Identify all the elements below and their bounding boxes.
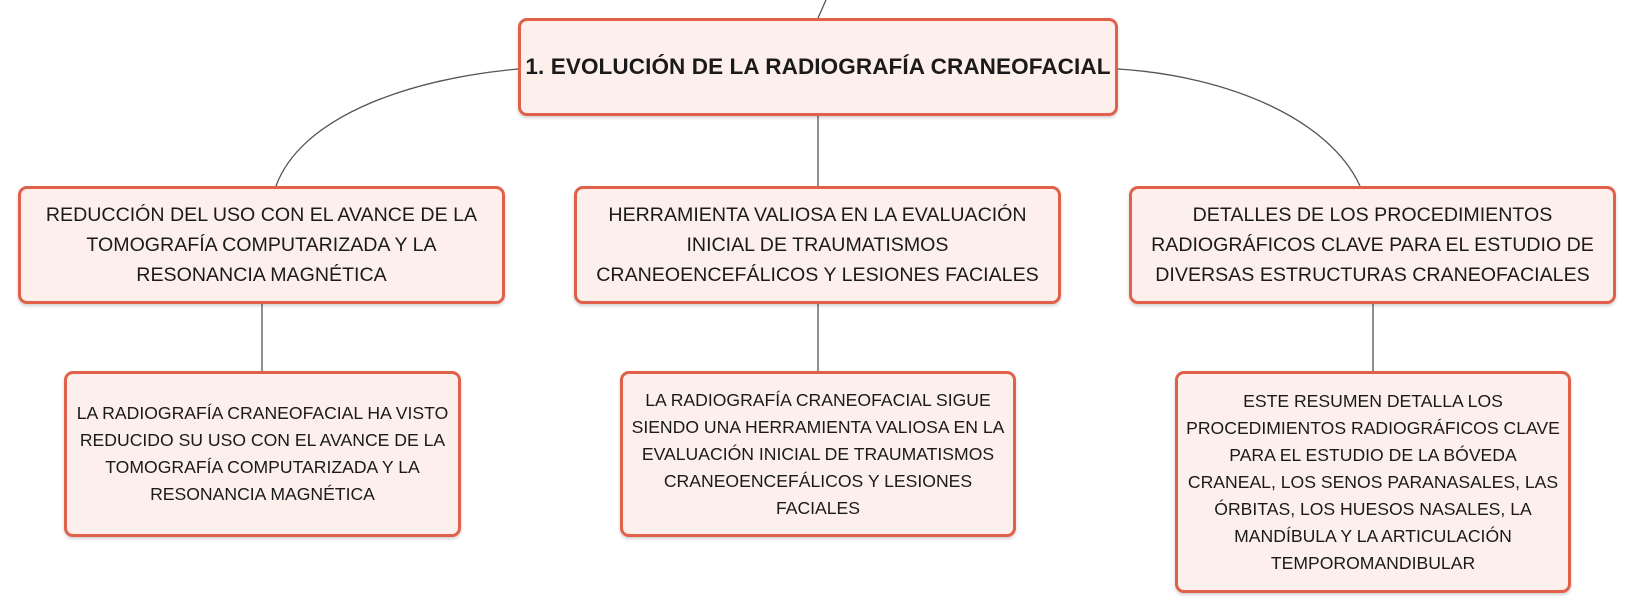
- subtopic-label: DETALLES DE LOS PROCEDIMIENTOS RADIOGRÁFICOS CLAVE PARA EL ESTUDIO DE DIVERSAS ESTRUCTURAS CRANEOFACIALES: [1151, 204, 1594, 286]
- detail-reduccion-uso[interactable]: [64, 371, 461, 537]
- subtopic-label: HERRAMIENTA VALIOSA EN LA EVALUACIÓN INICIAL DE TRAUMATISMOS CRANEOENCEFÁLICOS Y LESIONES FACIALES: [596, 204, 1039, 286]
- root-topic[interactable]: [518, 18, 1118, 116]
- connector-root-to-branch-3: [1118, 69, 1360, 186]
- subtopic-reduccion-uso[interactable]: [18, 186, 505, 304]
- detail-label: LA RADIOGRAFÍA CRANEOFACIAL SIGUE SIENDO UNA HERRAMIENTA VALIOSA EN LA EVALUACIÓN INICIAL DE TRAUMATISMOS CRANEOENCEFÁLICOS Y LESIONES FACIALES: [631, 389, 1005, 518]
- connector-root-to-branch-1: [276, 69, 518, 186]
- detail-herramienta-valiosa[interactable]: [620, 371, 1016, 537]
- subtopic-herramienta-valiosa[interactable]: [574, 186, 1061, 304]
- connector-parent-to-root: [818, 0, 826, 18]
- detail-label: LA RADIOGRAFÍA CRANEOFACIAL HA VISTO REDUCIDO SU USO CON EL AVANCE DE LA TOMOGRAFÍA COMPUTARIZADA Y LA RESONANCIA MAGNÉTICA: [76, 403, 449, 504]
- root-topic-label: 1. EVOLUCIÓN DE LA RADIOGRAFÍA CRANEOFACIAL: [525, 54, 1111, 79]
- subtopic-label: REDUCCIÓN DEL USO CON EL AVANCE DE LA TOMOGRAFÍA COMPUTARIZADA Y LA RESONANCIA MAGNÉTICA: [45, 204, 478, 286]
- detail-label: ESTE RESUMEN DETALLA LOS PROCEDIMIENTOS RADIOGRÁFICOS CLAVE PARA EL ESTUDIO DE LA BÓVEDA CRANEAL, LOS SENOS PARANASALES, LAS ÓRBITAS, LOS HUESOS NASALES, LA MANDÍBULA Y LA ARTICULACIÓN TEMPOROMANDIBULAR: [1186, 390, 1560, 573]
- subtopic-detalles-procedimientos[interactable]: [1129, 186, 1616, 304]
- detail-detalles-procedimientos[interactable]: [1175, 371, 1571, 593]
